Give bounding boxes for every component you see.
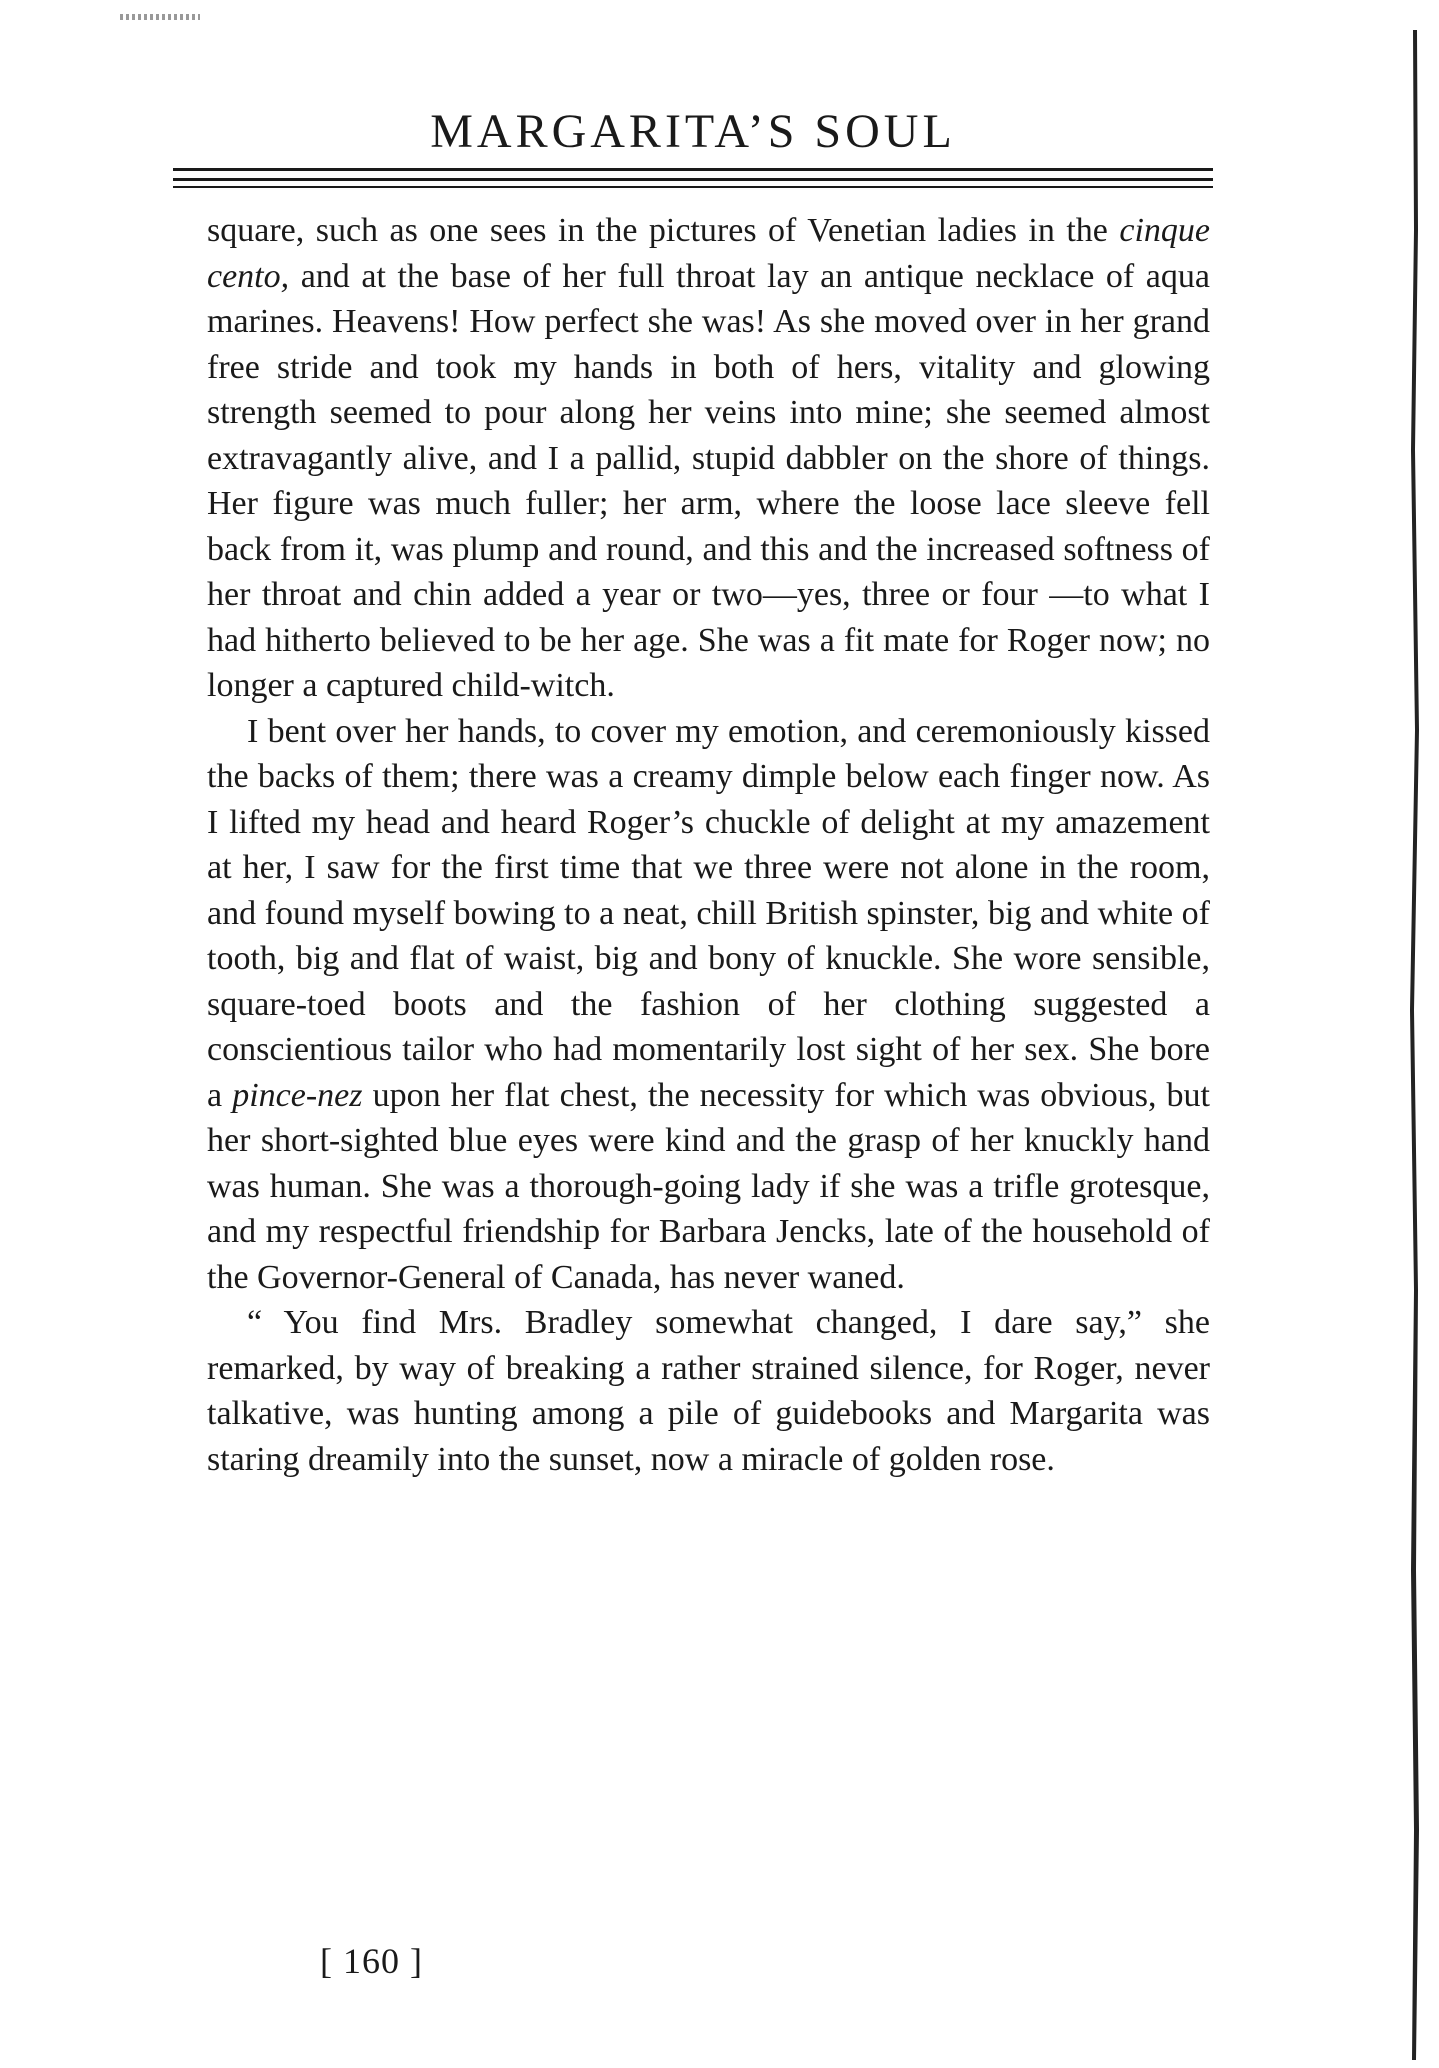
text-run: square, such as one sees in the pictures of Venetian ladies in the [207, 212, 1120, 249]
text-run: I bent over her hands, to cover my emotion, and ceremoniously kissed the backs of them; there was a creamy dimple below each finger now. As I lifted my head and heard Roger’s chuckle of delight at my amazement at her, I saw for the first time that we three were not alone in the room, and found myself bowing to a neat, chill British spinster, big and white of tooth, big and flat of waist, big and bony of knuckle. She wore sensible, square-toed boots and the fashion of her clothing suggested a conscientious tailor who had momentarily lost sight of her sex. She bore a [207, 712, 1210, 1114]
text-run: “ You find Mrs. Bradley somewhat changed, I dare say,” she remarked, by way of breaking a rather strained silence, for Roger, never talkative, was hunting among a pile of guidebooks and Margarita was staring dreamily into the sunset, now a miracle of golden rose. [207, 1304, 1210, 1478]
paragraph [207, 208, 1210, 709]
body-text [207, 208, 1210, 1482]
paragraph [207, 709, 1210, 1301]
page-edge-shadow [1401, 30, 1431, 2060]
paragraph [207, 1300, 1210, 1482]
italic-text: cinque cento, [207, 212, 1210, 295]
header-rule [173, 186, 1213, 188]
text-run: and at the base of her full throat lay an antique necklace of aqua marines. Heavens! How perfect she was! As she moved over in her grand free stride and took my hands in both of hers, vitality and glowing strength seemed to pour along her veins into mine; she seemed almost extravagantly alive, and I a pallid, stupid dabbler on the shore of things. Her figure was much fuller; her arm, where the loose lace sleeve fell back from it, was plump and round, and this and the increased softness of her throat and chin added a year or two—yes, three or four —to what I had hitherto believed to be her age. She was a fit mate for Roger now; no longer a captured child-witch. [207, 257, 1210, 704]
print-smudge [120, 14, 200, 20]
header-rule [173, 178, 1213, 181]
header-rule [173, 168, 1213, 171]
running-head: MARGARITA’S SOUL [430, 105, 956, 158]
page-number: [ 160 ] [320, 1941, 423, 1981]
italic-text: pince-nez [232, 1076, 363, 1114]
text-run: upon her flat chest, the necessity for which was obvious, but her short-sighted blue eyes were kind and the grasp of her knuckly hand was human. She was a thorough-going lady if she was a trifle grotesque, and my respectful friendship for Barbara Jencks, late of the household of the Governor-General of Canada, has never waned. [207, 1076, 1210, 1296]
